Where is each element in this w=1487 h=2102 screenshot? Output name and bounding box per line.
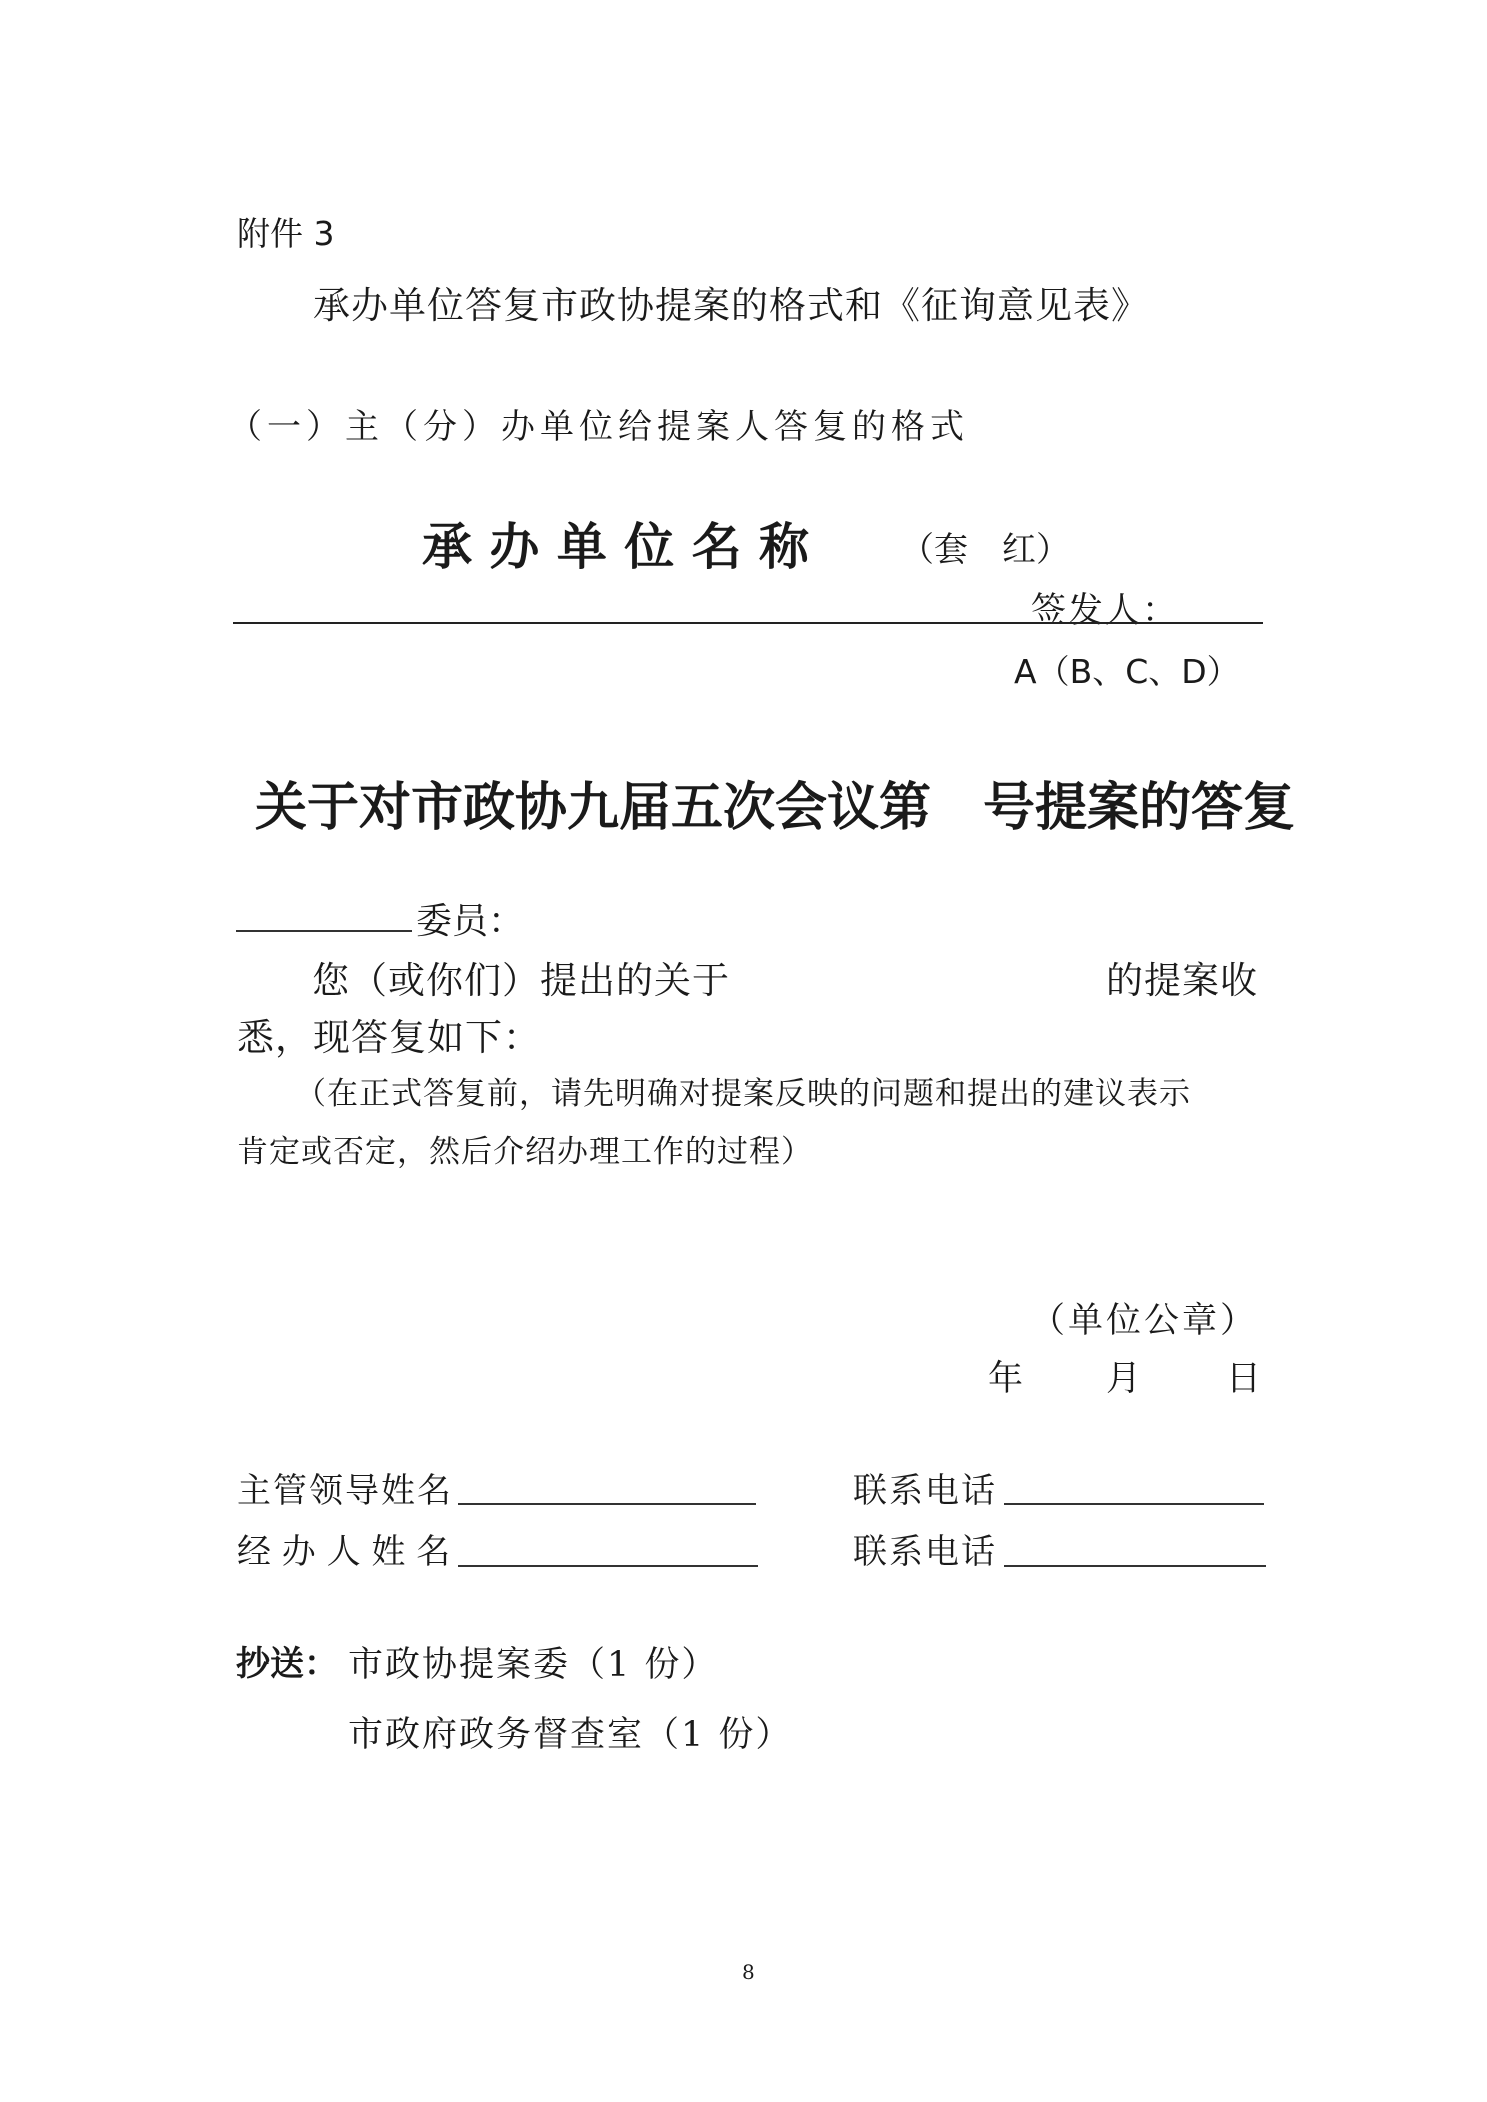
signer-label: 签发人： xyxy=(1031,591,1180,631)
handler-phone-blank xyxy=(1004,1565,1266,1567)
supervisor-phone-blank xyxy=(1004,1503,1264,1505)
body-line-1-start: 您（或你们）提出的关于 xyxy=(312,959,730,1002)
unit-name-note: （套 红） xyxy=(900,530,1070,570)
body-line-2: 悉，现答复如下： xyxy=(237,1016,541,1059)
attachment-label: 附件 3 xyxy=(237,214,335,253)
section-heading: （一）主（分）办单位给提案人答复的格式 xyxy=(228,407,969,447)
handler-phone-label: 联系电话 xyxy=(853,1532,997,1572)
date-month: 月 xyxy=(1106,1359,1142,1399)
date-day: 日 xyxy=(1226,1359,1262,1399)
body-note-line-1: （在正式答复前，请先明确对提案反映的问题和提出的建议表示 xyxy=(295,1076,1191,1112)
handler-name-label: 经 办 人 姓 名 xyxy=(237,1532,451,1572)
letterhead-divider xyxy=(233,622,1263,624)
committee-member-blank xyxy=(236,930,412,932)
date-year: 年 xyxy=(988,1359,1024,1399)
supervisor-name-label: 主管领导姓名 xyxy=(237,1471,453,1511)
cc-recipient-2: 市政府政务督查室（1 份） xyxy=(348,1715,793,1755)
cc-label: 抄送： xyxy=(236,1644,338,1684)
supervisor-name-blank xyxy=(458,1503,756,1505)
unit-seal: （单位公章） xyxy=(1030,1301,1259,1341)
body-note-line-2: 肯定或否定，然后介绍办理工作的过程） xyxy=(237,1134,813,1170)
unit-name: 承 办 单 位 名 称 xyxy=(422,518,810,576)
salutation: 委员： xyxy=(416,901,525,942)
body-line-1-end: 的提案收 xyxy=(1106,959,1258,1002)
page-number: 8 xyxy=(742,1960,755,1984)
cc-recipient-1: 市政协提案委（1 份） xyxy=(348,1645,719,1685)
document-title: 承办单位答复市政协提案的格式和《征询意见表》 xyxy=(313,284,1149,327)
handler-name-blank xyxy=(458,1565,758,1567)
supervisor-phone-label: 联系电话 xyxy=(853,1471,997,1511)
category-label: A（B、C、D） xyxy=(1014,652,1240,691)
reply-title: 关于对市政协九届五次会议第 号提案的答复 xyxy=(255,777,1296,838)
